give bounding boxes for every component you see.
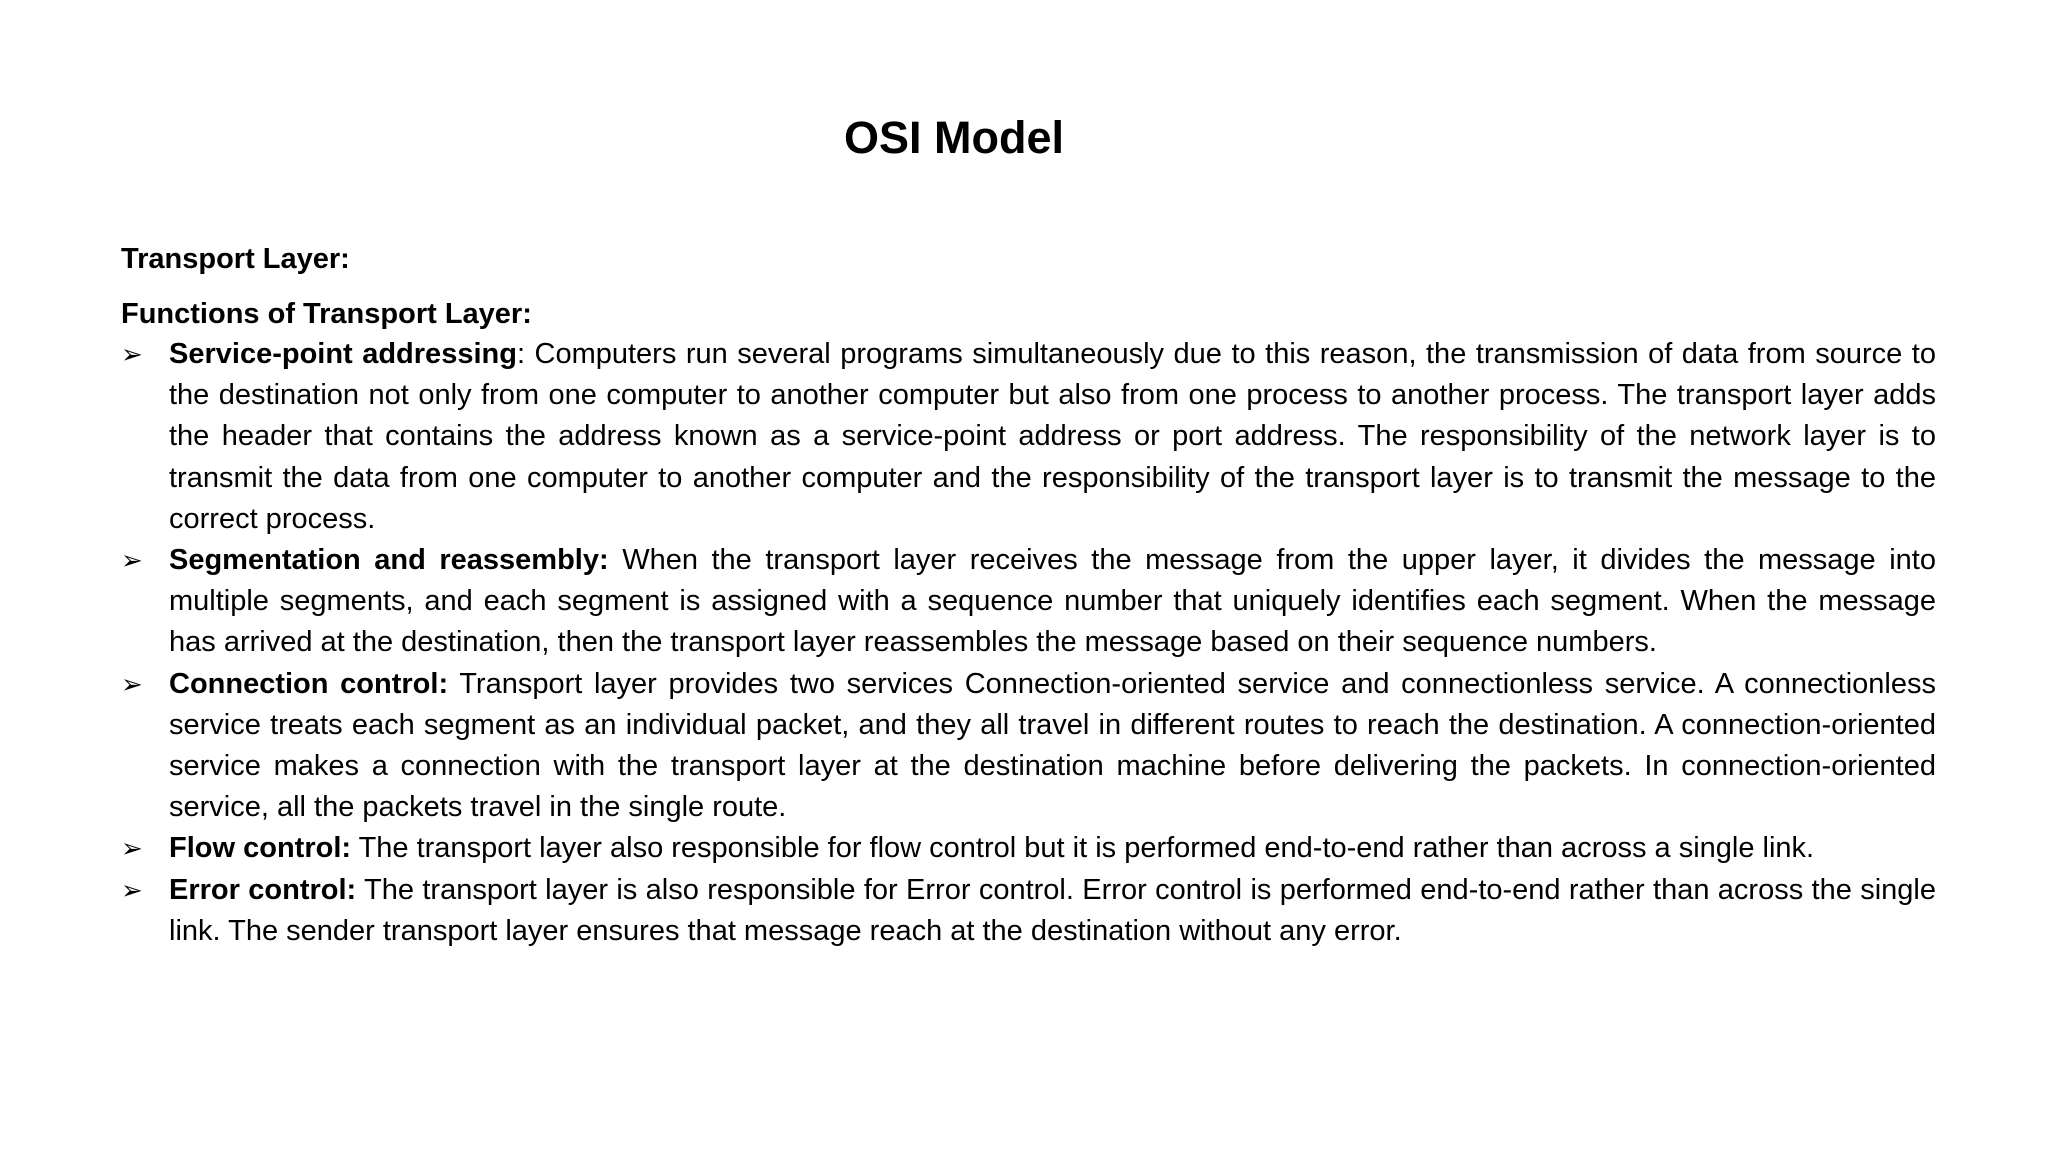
bullet-term: Segmentation and reassembly: — [169, 544, 609, 577]
bullet-term: Service-point addressing — [169, 338, 517, 370]
bullet-term: Connection control: — [169, 667, 449, 700]
functions-heading: Functions of Transport Layer: — [121, 298, 532, 330]
bullet-text: : Computers run several programs simultaneously due to this reason, the transmission of data from source to the destination not only from one computer to another computer but also from one process to another process. The transport layer adds the header that contains the address known as a service-point address or port address. The responsibility of the network layer is to transmit the data from one computer to another computer and the responsibility of the transport layer is to transmit the message to the correct process. — [169, 338, 1936, 535]
list-item — [121, 334, 1936, 540]
slide-title: OSI Model — [843, 112, 1064, 163]
bullet-text: The transport layer is also responsible for Error control. Error control is performed end-to-end rather than across the single link. The sender transport layer ensures that message reach at the destination without any error. — [169, 873, 1936, 947]
arrowhead-bullet-icon: ➢ — [121, 668, 143, 699]
section-heading: Transport Layer: — [121, 243, 350, 275]
bullet-text: Transport layer provides two services Connection-oriented service and connectionless service. A connectionless service treats each segment as an individual packet, and they all travel in different routes to reach the destination. A connection-oriented service makes a connection with the transport layer at the destination machine before delivering the packets. In connection-oriented service, all the packets travel in the single route. — [169, 667, 1936, 824]
bullet-term: Flow control: — [169, 832, 352, 865]
list-item — [121, 540, 1936, 664]
arrowhead-bullet-icon: ➢ — [121, 545, 143, 576]
arrowhead-bullet-icon: ➢ — [121, 339, 143, 369]
bullet-text: The transport layer also responsible for flow control but it is performed end-to-end rather than across a single link. — [351, 832, 1815, 865]
bullet-term: Error control: — [169, 873, 357, 906]
functions-list — [121, 334, 1936, 952]
bullet-text: When the transport layer receives the message from the upper layer, it divides the message into multiple segments, and each segment is assigned with a sequence number that uniquely identifies each segment. When the message has arrived at the destination, then the transport layer reassembles the message based on their sequence numbers. — [169, 544, 1936, 659]
list-item — [121, 870, 1936, 952]
list-item — [121, 828, 1936, 869]
arrowhead-bullet-icon: ➢ — [121, 833, 143, 864]
list-item — [121, 664, 1936, 829]
arrowhead-bullet-icon: ➢ — [121, 874, 143, 905]
